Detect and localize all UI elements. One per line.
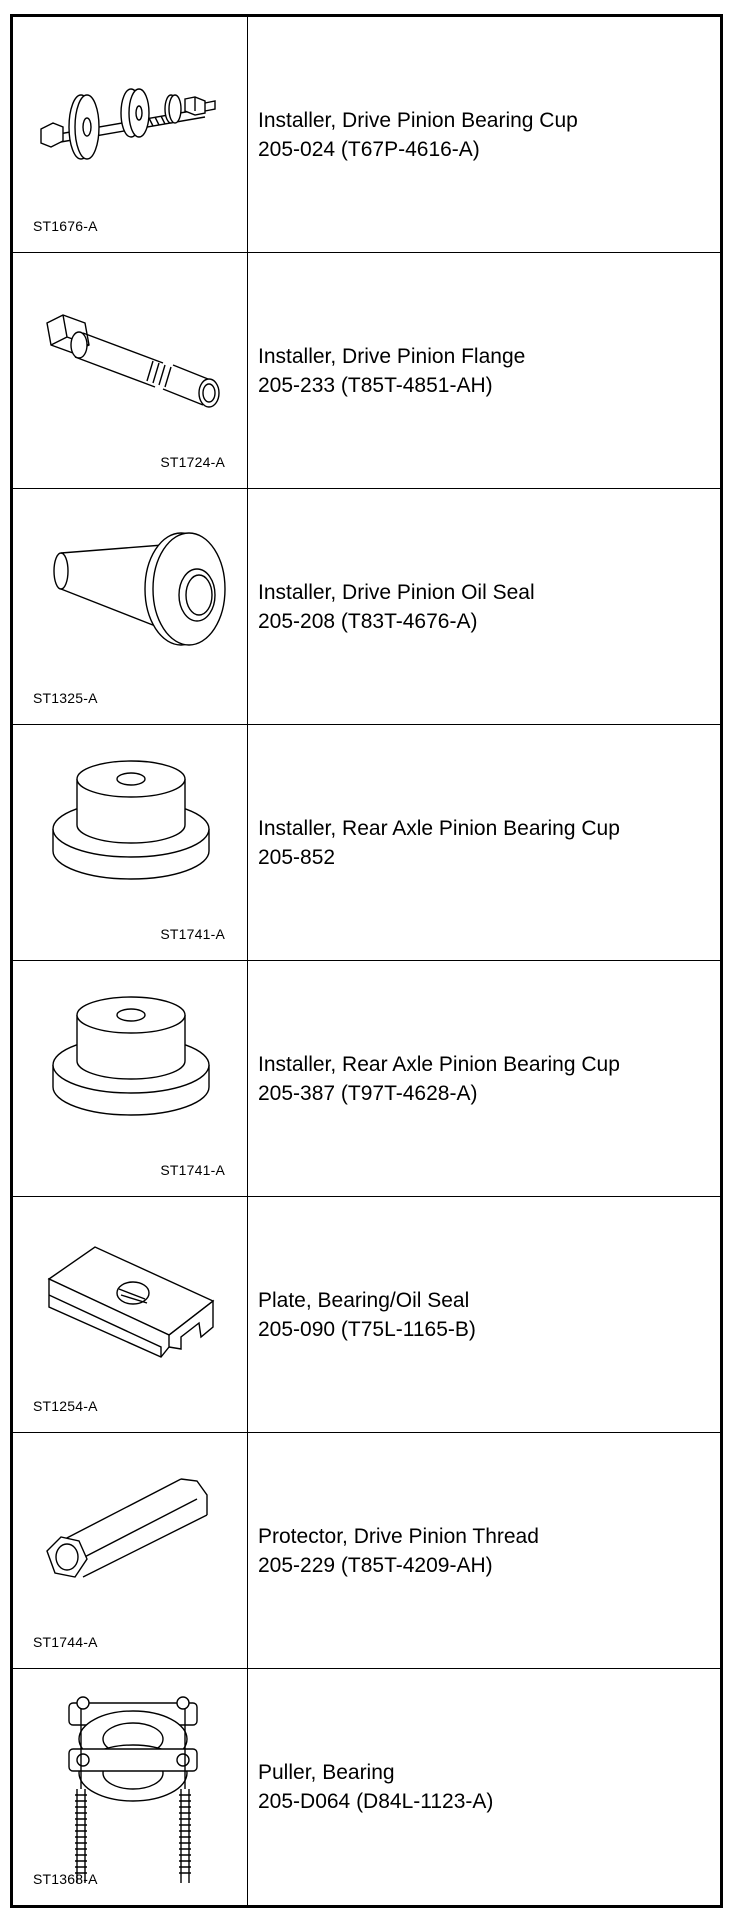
tool-title: Installer, Drive Pinion Flange [258,344,526,368]
tool-row [13,489,720,725]
tool-description [248,1433,720,1668]
tool-illustration-cell [13,253,248,488]
tool-row [13,725,720,961]
tool-title: Installer, Rear Axle Pinion Bearing Cup [258,1052,620,1076]
tool-title: Plate, Bearing/Oil Seal [258,1288,470,1312]
tool-description [248,489,720,724]
bearing-plate-icon [13,1197,248,1432]
tool-part-number: 205-852 [258,845,336,869]
figure-code: ST1325-A [33,690,98,706]
figure-code: ST1724-A [160,454,225,470]
stepped-disc-installer-icon [13,961,248,1196]
figure-code: ST1368-A [33,1871,98,1887]
figure-code: ST1676-A [33,218,98,234]
bearing-cup-installer-icon [13,17,248,252]
tool-part-number: 205-208 (T83T-4676-A) [258,609,478,633]
figure-code: ST1741-A [160,926,225,942]
figure-code: ST1741-A [160,1162,225,1178]
tool-row [13,1197,720,1433]
tool-description [248,1197,720,1432]
tool-description [248,725,720,960]
thread-protector-icon [13,1433,248,1668]
tool-part-number: 205-229 (T85T-4209-AH) [258,1553,493,1577]
figure-code: ST1254-A [33,1398,98,1414]
figure-code: ST1744-A [33,1634,98,1650]
flange-installer-icon [13,253,248,488]
bearing-puller-icon [13,1669,248,1905]
tool-description [248,1669,720,1905]
tool-title: Installer, Drive Pinion Oil Seal [258,580,535,604]
tool-part-number: 205-387 (T97T-4628-A) [258,1081,478,1105]
tool-part-number: 205-024 (T67P-4616-A) [258,137,480,161]
tool-part-number: 205-090 (T75L-1165-B) [258,1317,476,1341]
tool-illustration-cell [13,1669,248,1905]
oil-seal-installer-icon [13,489,248,724]
tool-row [13,253,720,489]
tool-illustration-cell [13,1197,248,1432]
tool-description [248,253,720,488]
tool-row [13,1433,720,1669]
special-tools-table [10,14,723,1908]
tool-title: Installer, Drive Pinion Bearing Cup [258,108,578,132]
tool-illustration-cell [13,17,248,252]
stepped-disc-installer-icon [13,725,248,960]
tool-illustration-cell [13,961,248,1196]
tool-title: Protector, Drive Pinion Thread [258,1524,539,1548]
tool-row [13,1669,720,1905]
tool-illustration-cell [13,489,248,724]
tool-row [13,961,720,1197]
tool-description [248,17,720,252]
tool-illustration-cell [13,725,248,960]
tool-part-number: 205-233 (T85T-4851-AH) [258,373,493,397]
tool-illustration-cell [13,1433,248,1668]
tool-description [248,961,720,1196]
tool-part-number: 205-D064 (D84L-1123-A) [258,1790,494,1813]
tool-title: Installer, Rear Axle Pinion Bearing Cup [258,816,620,840]
tool-row [13,17,720,253]
tool-title: Puller, Bearing [258,1761,395,1784]
